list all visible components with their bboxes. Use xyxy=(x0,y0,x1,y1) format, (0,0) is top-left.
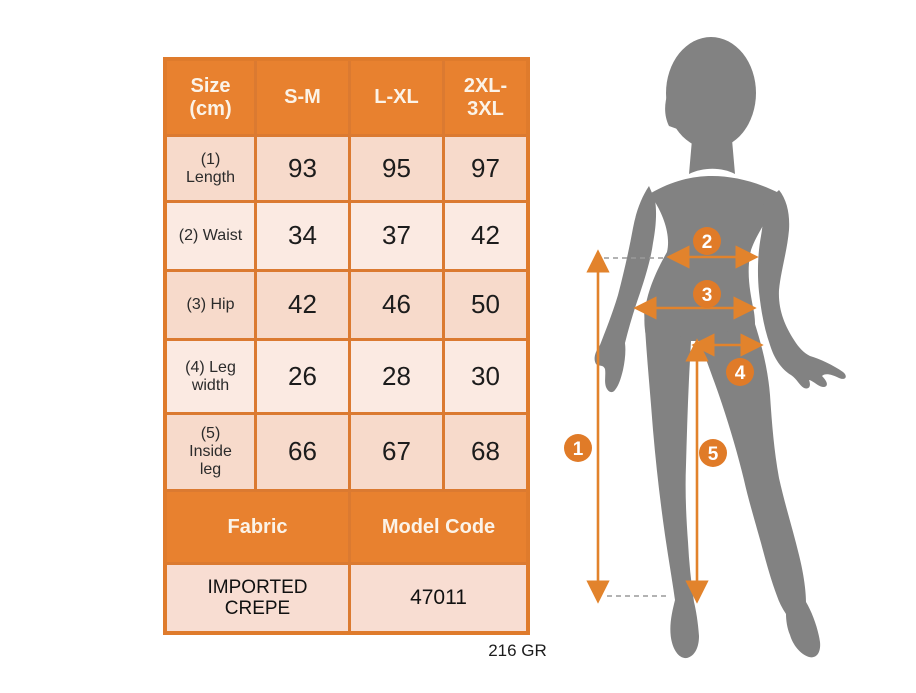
header-lxl-label: L-XL xyxy=(374,86,419,109)
value: 97 xyxy=(471,152,500,183)
marker-4-number: 4 xyxy=(734,363,746,384)
insideleg-2xl-value xyxy=(445,415,526,489)
waist-2xl-value xyxy=(445,203,526,269)
hip-sm-value xyxy=(257,272,348,338)
marker-1 xyxy=(564,434,592,462)
row-legwidth-label xyxy=(167,341,254,412)
value: 28 xyxy=(382,360,411,391)
label-line: leg xyxy=(199,460,222,478)
fabric-value-line: IMPORTED xyxy=(207,576,308,598)
left-leg-shape xyxy=(644,310,699,658)
header-size-line2: (cm) xyxy=(189,97,232,120)
model-code-header-cell xyxy=(351,492,526,562)
label-line: width xyxy=(191,376,230,394)
row-insideleg-label xyxy=(167,415,254,489)
value: 37 xyxy=(382,220,411,251)
value: 95 xyxy=(382,152,411,183)
value: 42 xyxy=(288,289,317,320)
female-silhouette-diagram xyxy=(548,22,874,682)
value: 30 xyxy=(471,360,500,391)
row-hip-label xyxy=(167,272,254,338)
header-cell-lxl xyxy=(351,61,442,134)
marker-3-number: 3 xyxy=(701,285,713,306)
header-size-line1: Size xyxy=(190,75,231,98)
fabric-value-cell xyxy=(167,565,348,631)
row-waist-label xyxy=(167,203,254,269)
header-2xl-line1: 2XL- xyxy=(463,75,508,98)
marker-2-number: 2 xyxy=(701,232,713,253)
value: 42 xyxy=(471,220,500,251)
label-line: (3) Hip xyxy=(186,296,235,314)
legwidth-sm-value xyxy=(257,341,348,412)
measurement-figure xyxy=(548,22,874,682)
marker-3 xyxy=(693,280,721,308)
neck-shape xyxy=(689,128,735,174)
waist-lxl-value xyxy=(351,203,442,269)
label-line: (1) xyxy=(200,150,221,168)
value: 67 xyxy=(382,436,411,467)
marker-2 xyxy=(693,227,721,255)
value: 66 xyxy=(288,436,317,467)
value: 26 xyxy=(288,360,317,391)
marker-5-number: 5 xyxy=(707,444,719,465)
fabric-header-cell xyxy=(167,492,348,562)
waist-sm-value xyxy=(257,203,348,269)
header-cell-2xl3xl xyxy=(445,61,526,134)
header-sm-label: S-M xyxy=(284,86,321,109)
left-arm-shape xyxy=(595,186,656,392)
fabric-value-line: CREPE xyxy=(224,598,291,619)
model-code-value: 47011 xyxy=(410,586,467,610)
label-line: (2) Waist xyxy=(178,227,243,245)
insideleg-sm-value xyxy=(257,415,348,489)
length-sm-value xyxy=(257,137,348,200)
legwidth-lxl-value xyxy=(351,341,442,412)
header-cell-sm xyxy=(257,61,348,134)
length-lxl-value xyxy=(351,137,442,200)
header-2xl-line2: 3XL xyxy=(467,97,504,120)
label-line: Inside xyxy=(189,443,232,461)
legwidth-2xl-value xyxy=(445,341,526,412)
row-length-label xyxy=(167,137,254,200)
header-cell-size xyxy=(167,61,254,134)
insideleg-lxl-value xyxy=(351,415,442,489)
fabric-header-label: Fabric xyxy=(227,515,288,538)
marker-1-number: 1 xyxy=(572,439,584,460)
female-silhouette xyxy=(595,37,846,658)
value: 68 xyxy=(471,436,500,467)
length-2xl-value xyxy=(445,137,526,200)
right-arm-shape xyxy=(758,190,846,388)
value: 50 xyxy=(471,289,500,320)
weight-note: 216 GR xyxy=(488,641,547,660)
marker-5 xyxy=(699,439,727,467)
size-table xyxy=(163,57,530,635)
hip-2xl-value xyxy=(445,272,526,338)
value: 46 xyxy=(382,289,411,320)
marker-4 xyxy=(726,358,754,386)
label-line: (4) Leg xyxy=(185,358,236,376)
value: 34 xyxy=(288,220,317,251)
model-code-header-label: Model Code xyxy=(381,515,496,538)
label-line: Length xyxy=(186,168,235,186)
value: 93 xyxy=(288,152,317,183)
hip-lxl-value xyxy=(351,272,442,338)
model-code-value-cell xyxy=(351,565,526,631)
label-line: (5) xyxy=(200,425,221,443)
